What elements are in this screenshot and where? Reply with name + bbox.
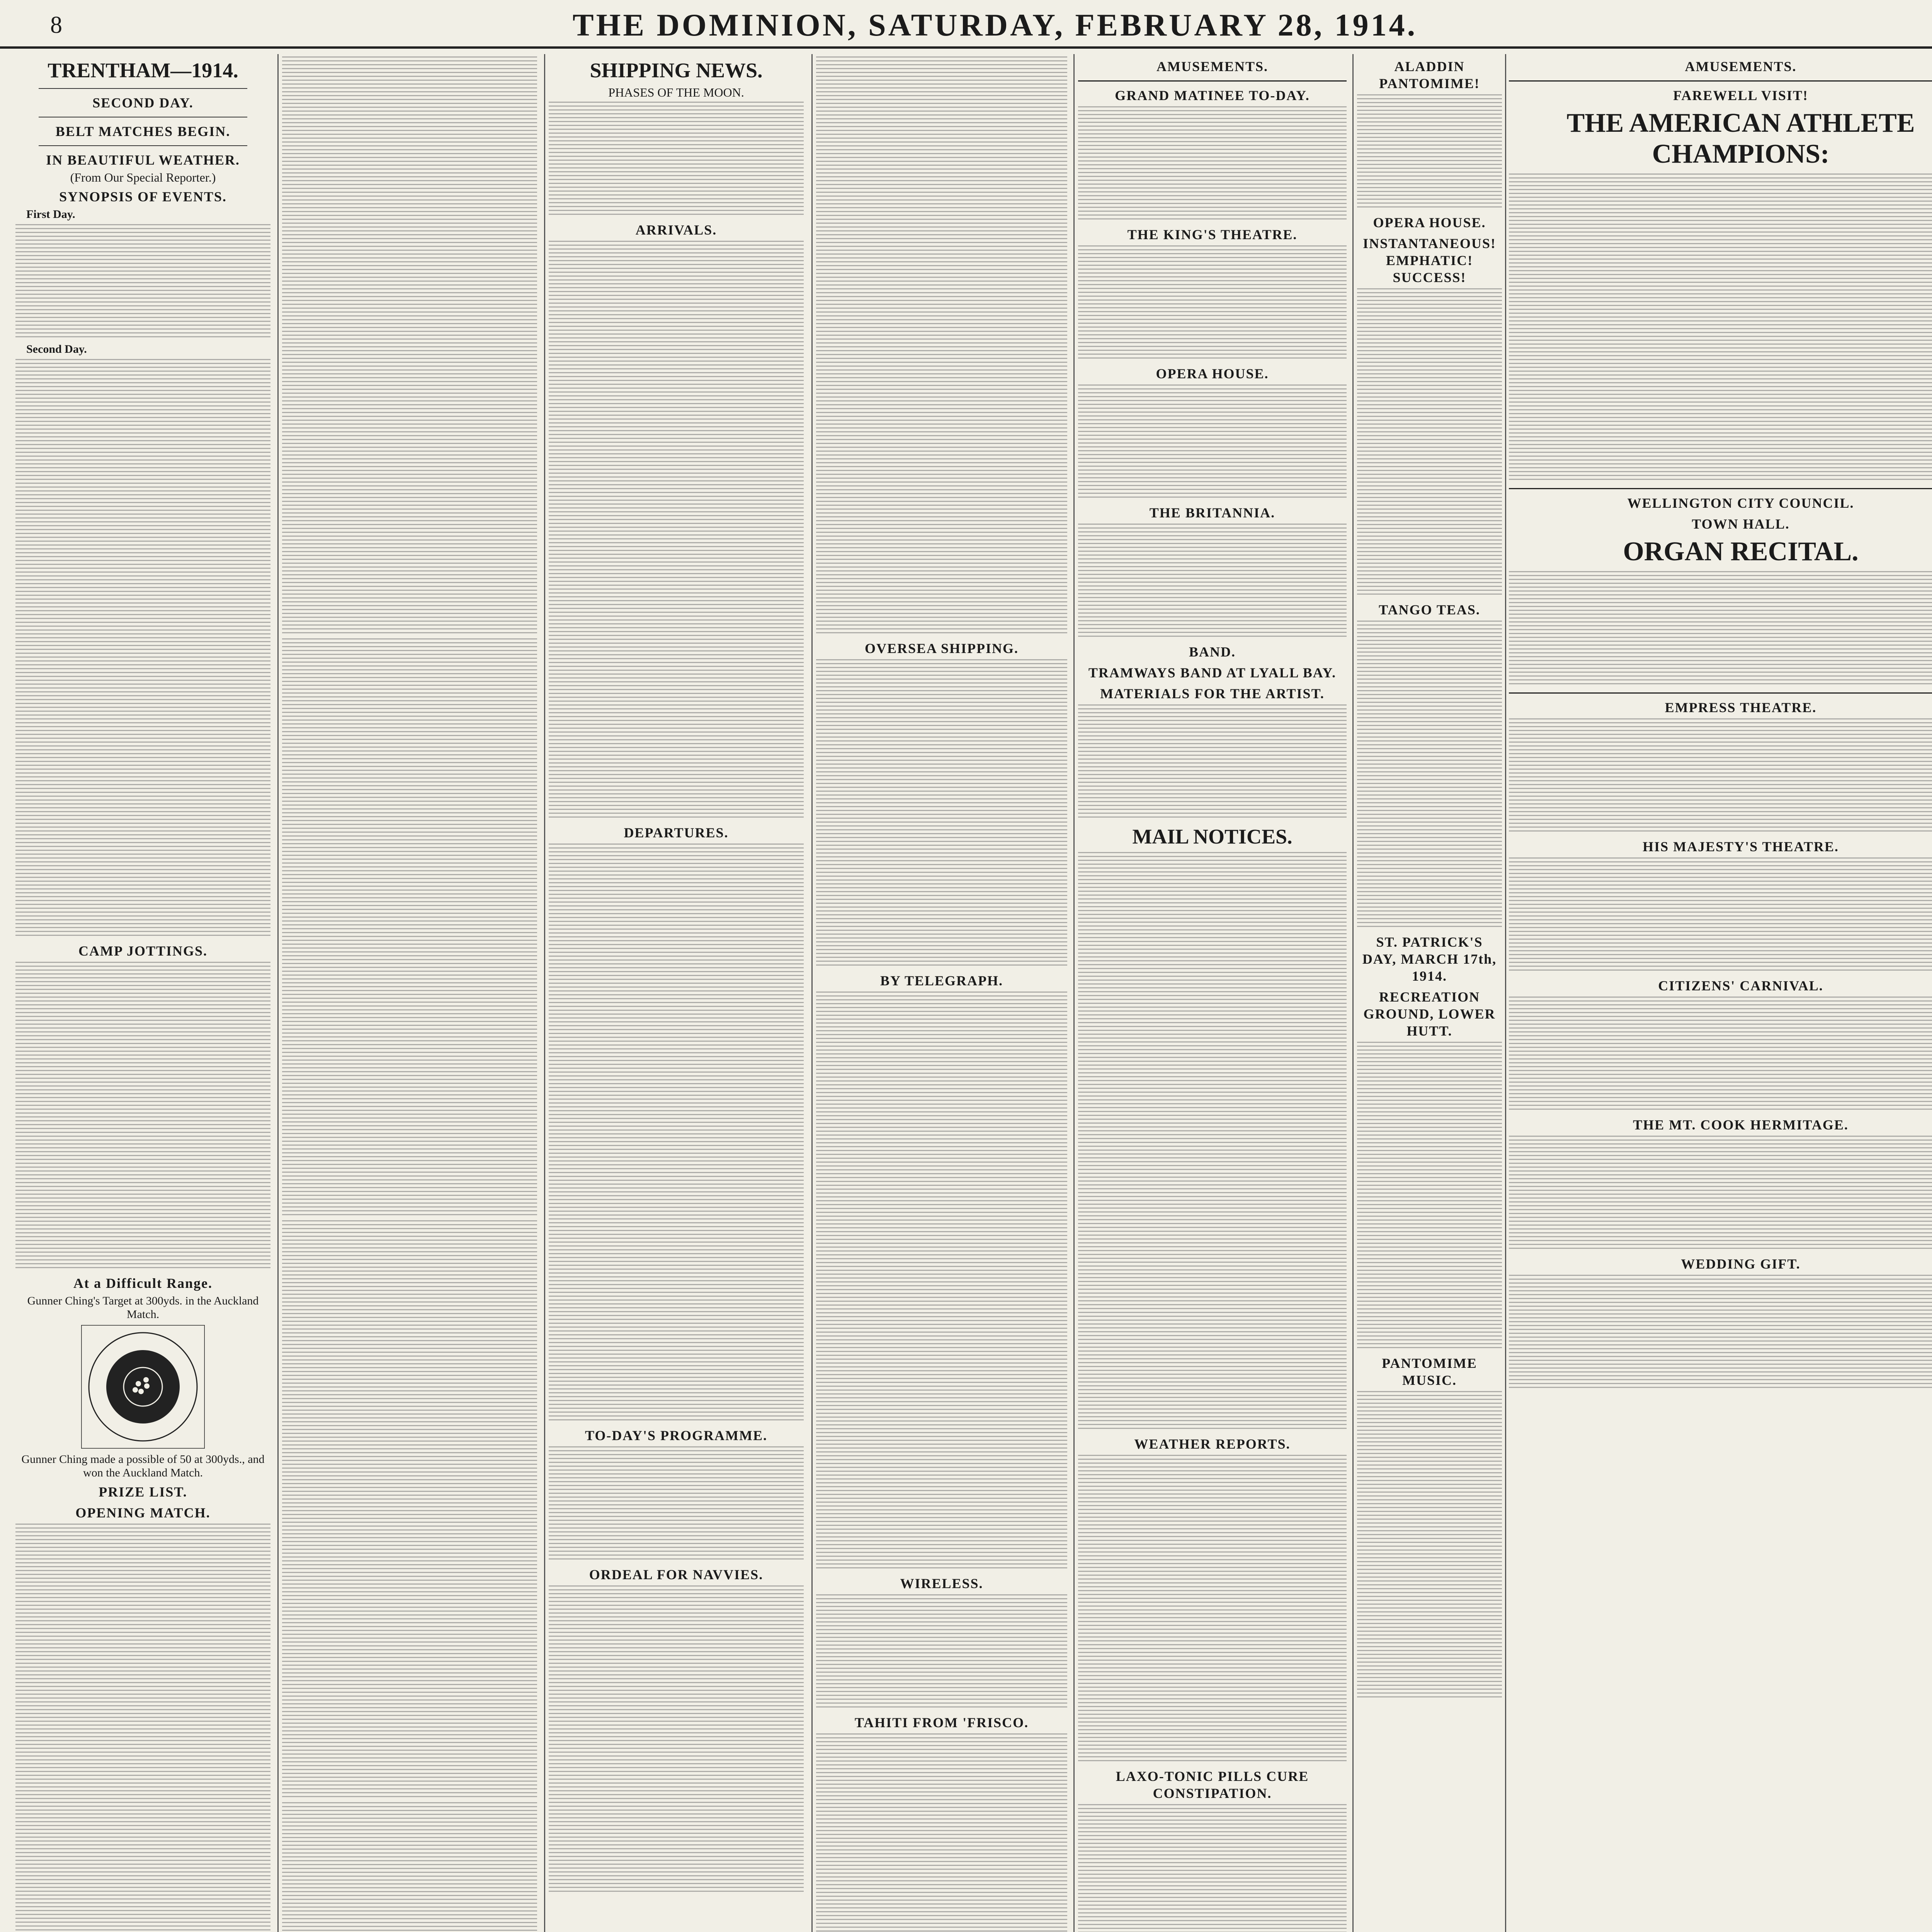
prize-list-heading: PRIZE LIST.: [99, 1484, 187, 1500]
reporter-byline: (From Our Special Reporter.): [70, 170, 216, 184]
town-hall-heading: TOWN HALL.: [1692, 516, 1790, 532]
st-patricks-heading: ST. PATRICK'S DAY, MARCH 17th, 1914.: [1362, 934, 1497, 984]
target-diagram-icon: [81, 1325, 205, 1449]
column-opera: [1357, 54, 1502, 1932]
opening-match-heading: OPENING MATCH.: [75, 1505, 211, 1520]
camp-jottings-heading: CAMP JOTTINGS.: [78, 943, 208, 959]
column-shipping: [549, 54, 804, 1932]
mail-text: [1078, 852, 1347, 1432]
band-heading: BAND.: [1189, 644, 1236, 660]
second-day-heading: SECOND DAY.: [92, 95, 194, 111]
ad-text: [1357, 1042, 1502, 1351]
second-day-label: Second Day.: [26, 343, 87, 355]
article-text-block: [816, 1733, 1067, 1932]
oversea-table: [816, 659, 1067, 968]
hermitage-heading: THE MT. COOK HERMITAGE.: [1633, 1117, 1849, 1133]
wireless-heading: WIRELESS.: [900, 1576, 983, 1591]
amusements-heading: AMUSEMENTS.: [1156, 59, 1269, 74]
moon-table: [549, 102, 804, 218]
column-rule: [544, 54, 545, 1932]
ad-text: [1509, 1136, 1932, 1252]
american-athlete-heading: THE AMERICAN ATHLETE CHAMPIONS:: [1566, 108, 1915, 169]
kings-theatre-heading: THE KING'S THEATRE.: [1127, 227, 1298, 242]
ad-text: [1509, 173, 1932, 483]
tango-teas-heading: TANGO TEAS.: [1379, 602, 1480, 617]
masthead: [0, 0, 1932, 49]
arrivals-text: [549, 241, 804, 820]
trentham-heading: TRENTHAM—1914.: [48, 59, 238, 82]
article-text-block: [15, 962, 270, 1271]
column-rule: [277, 54, 279, 1932]
departures-heading: DEPARTURES.: [624, 825, 729, 840]
ad-text: [1357, 288, 1502, 597]
ad-text: [1078, 106, 1347, 222]
prize-list-text: [15, 1524, 270, 1932]
ad-text: [1078, 704, 1347, 820]
target-caption: Gunner Ching's Target at 300yds. in the Auckland Match.: [27, 1294, 259, 1321]
citizens-carnival-heading: CITIZENS' CARNIVAL.: [1658, 978, 1823, 993]
shipping-news-heading: SHIPPING NEWS.: [590, 59, 763, 82]
empress-theatre-heading: EMPRESS THEATRE.: [1665, 700, 1817, 715]
ad-text: [1357, 1391, 1502, 1700]
wireless-text: [816, 1594, 1067, 1710]
ad-text: [1357, 621, 1502, 930]
newspaper-title: THE DOMINION, SATURDAY, FEBRUARY 28, 1914.: [572, 7, 1418, 43]
instantaneous-heading: INSTANTANEOUS! EMPHATIC! SUCCESS!: [1363, 236, 1496, 285]
ad-text: [1509, 857, 1932, 973]
departures-text: [549, 844, 804, 1423]
tramways-heading: TRAMWAYS BAND AT LYALL BAY.: [1088, 665, 1337, 680]
ad-text: [1509, 718, 1932, 834]
shipping-text: [816, 56, 1067, 636]
pantomime-music-heading: PANTOMIME MUSIC.: [1382, 1355, 1477, 1388]
ad-text: [1509, 997, 1932, 1112]
column-ads-right: [1509, 54, 1932, 1932]
aladdin-heading: ALADDIN PANTOMIME!: [1379, 59, 1480, 91]
results-text-block: [282, 1802, 537, 1932]
tahiti-heading: TAHITI FROM 'FRISCO.: [854, 1715, 1029, 1730]
ad-text: [1509, 571, 1932, 687]
britannia-heading: THE BRITANNIA.: [1149, 505, 1276, 520]
column-amusements: [1078, 54, 1347, 1932]
organ-recital-heading: ORGAN RECITAL.: [1623, 537, 1859, 566]
ad-text: [1078, 384, 1347, 500]
materials-heading: MATERIALS FOR THE ARTIST.: [1100, 686, 1325, 701]
opera-house-heading: OPERA HOUSE.: [1156, 366, 1269, 381]
wedding-gift-heading: WEDDING GIFT.: [1681, 1256, 1801, 1272]
difficult-range-heading: At a Difficult Range.: [73, 1276, 213, 1291]
city-council-heading: WELLINGTON CITY COUNCIL.: [1627, 495, 1854, 511]
opera-house-heading-2: OPERA HOUSE.: [1373, 215, 1486, 230]
mail-notices-heading: MAIL NOTICES.: [1132, 825, 1293, 848]
weather-text: [1078, 1455, 1347, 1764]
column-rule: [811, 54, 813, 1932]
amusements-heading-2: AMUSEMENTS.: [1685, 59, 1797, 74]
synopsis-heading: SYNOPSIS OF EVENTS.: [59, 189, 227, 204]
by-telegraph-heading: BY TELEGRAPH.: [880, 973, 1003, 988]
page-number-left: 8: [50, 12, 62, 38]
column-results: [282, 54, 537, 1932]
column-rule: [1352, 54, 1354, 1932]
ad-text: [1357, 94, 1502, 210]
todays-programme-heading: TO-DAY'S PROGRAMME.: [585, 1428, 768, 1443]
article-text-block: [549, 1585, 804, 1895]
ad-text: [1509, 1275, 1932, 1391]
recreation-ground-heading: RECREATION GROUND, LOWER HUTT.: [1363, 989, 1496, 1039]
results-text-block: [282, 56, 537, 636]
column-rule: [1073, 54, 1075, 1932]
laxo-tonic-heading: LAXO-TONIC PILLS CURE CONSTIPATION.: [1116, 1769, 1309, 1801]
results-text-block: [282, 638, 537, 1218]
weather-reports-heading: WEATHER REPORTS.: [1134, 1436, 1291, 1452]
article-text-block: [15, 224, 270, 340]
oversea-shipping-heading: OVERSEA SHIPPING.: [864, 641, 1019, 656]
target-score-caption: Gunner Ching made a possible of 50 at 300yds., and won the Auckland Match.: [21, 1453, 265, 1479]
column-trentham: [15, 54, 270, 1932]
ad-text: [1078, 524, 1347, 639]
arrivals-heading: ARRIVALS.: [635, 222, 717, 238]
grand-matinee-heading: GRAND MATINEE TO-DAY.: [1115, 88, 1310, 103]
farewell-heading: FAREWELL VISIT!: [1673, 88, 1808, 103]
belt-matches-heading: BELT MATCHES BEGIN.: [55, 124, 231, 139]
article-text-block: [1078, 1804, 1347, 1932]
his-majestys-heading: HIS MAJESTY'S THEATRE.: [1643, 839, 1839, 854]
first-day-label: First Day.: [26, 208, 75, 221]
column-rule: [1505, 54, 1506, 1932]
column-oversea: [816, 54, 1067, 1932]
results-text-block: [282, 1220, 537, 1800]
weather-heading: IN BEAUTIFUL WEATHER.: [46, 152, 240, 168]
telegraph-text: [816, 992, 1067, 1571]
programme-text: [549, 1446, 804, 1562]
article-text-block: [15, 359, 270, 939]
moon-phases-heading: PHASES OF THE MOON.: [608, 85, 744, 99]
ad-text: [1078, 245, 1347, 361]
ordeal-navvies-heading: ORDEAL FOR NAVVIES.: [589, 1567, 764, 1582]
